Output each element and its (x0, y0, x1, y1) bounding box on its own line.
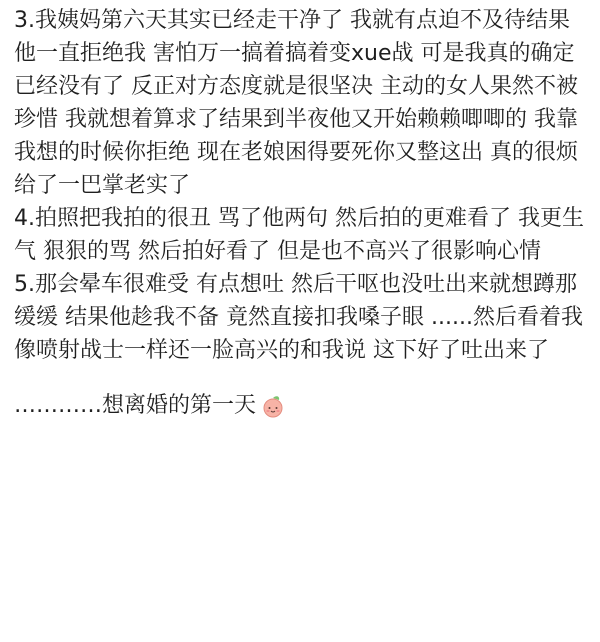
paragraph-3: 3.我姨妈第六天其实已经走干净了 我就有点迫不及待结果他一直拒绝我 害怕万一搞着搞着变xue战 可是我真的确定已经没有了 反正对方态度就是很坚决 主动的女人果然不被珍惜 我就想着算求了结果到半夜他又开始赖赖唧唧的 我靠我想的时候你拒绝 现在老娘困得要死你又整这出 真的很烦给了一巴掌老实了 (14, 8, 578, 198)
closing-line (14, 389, 586, 422)
paragraph-5: 5.那会晕车很难受 有点想吐 然后干呕也没吐出来就想蹲那缓缓 结果他趁我不备 竟然直接扣我嗓子眼 ......然后看着我像喷射战士一样还一脸高兴的和我说 这下好了吐出来了 (14, 272, 583, 363)
closing-text: …………想离婚的第一天 (14, 393, 257, 418)
paragraph-4: 4.拍照把我拍的很丑 骂了他两句 然后拍的更难看了 我更生气 狠狠的骂 然后拍好看了 但是也不高兴了很影响心情 (14, 206, 584, 264)
peach-icon (260, 393, 286, 419)
